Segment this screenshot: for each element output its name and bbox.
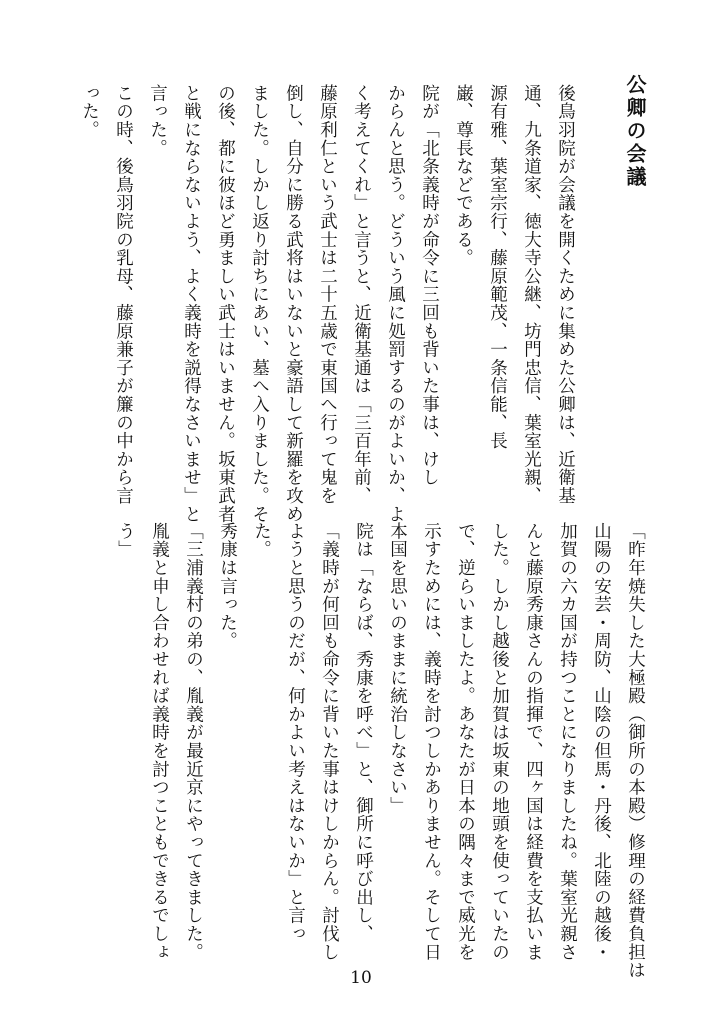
text-column: した。しかし越後と加賀は坂東の地頭を使っていたの (489, 522, 510, 962)
text-column: った。 (79, 84, 100, 139)
text-column: う」 (115, 522, 136, 559)
text-column: と戦にならないよう、よく義時を説得なさいませ」と (181, 84, 202, 524)
text-column: 藤原利仁という武士は二十五歳で東国へ行って鬼を (317, 84, 338, 505)
text-column: 後鳥羽院が会議を開くために集めた公卿は、近衛基 (555, 84, 576, 505)
text-column: からんと思う。どういう風に処罰するのがよいか、よ (385, 84, 406, 524)
text-column: 倒し、自分に勝る武将はいないと豪語して新羅を攻め (283, 84, 304, 524)
text-column: 「義時が何回も命令に背いた事はけしからん。討伐し (319, 522, 340, 962)
text-column: 示すためには、義時を討つしかありません。そして日 (421, 522, 442, 962)
text-column: 院が「北条義時が命令に三回も背いた事は、けし (419, 84, 440, 487)
text-column: 巌、尊長などである。 (453, 84, 474, 267)
text-column: く考えてくれ」と言うと、近衛基通は「三百年前、 (351, 84, 372, 505)
text-column: 秀康は言った。 (217, 522, 238, 651)
text-column: 「昨年焼失した大極殿（御所の本殿）修理の経費負担は (625, 522, 646, 980)
text-column: ようと思うのだが、何かよい考えはないか」と言っ (285, 522, 306, 943)
text-column: ました。しかし返り討ちにあい、墓へ入りました。そ (249, 84, 270, 524)
text-column: 通、九条道家、徳大寺公継、坊門忠信、葉室光親、 (521, 84, 542, 505)
text-column: 言った。 (147, 84, 168, 158)
text-column: 源有雅、葉室宗行、藤原範茂、一条信能、長 (487, 84, 508, 450)
text-column: 胤義と申し合わせれば義時を討つこともできるでしょ (149, 522, 170, 962)
text-column: この時、後鳥羽院の乳母、藤原兼子が簾の中から言 (113, 84, 134, 505)
text-column: んと藤原秀康さんの指揮で、四ヶ国は経費を支払いま (523, 522, 544, 962)
text-column: 加賀の六カ国が持つことになりましたね。葉室光親さ (557, 522, 578, 962)
text-column: 山陽の安芸・周防、山陰の但馬・丹後、北陸の越後・ (591, 522, 612, 962)
section-title: 公卿の会議 (623, 74, 647, 189)
text-column: の後、都に彼ほど勇ましい武士はいません。坂東武者 (215, 84, 236, 524)
text-column: 院は「ならば、秀康を呼べ」と、御所に呼び出し、 (353, 522, 374, 943)
text-column: 「三浦義村の弟の、胤義が最近京にやってきました。 (183, 522, 204, 962)
page-number: 10 (350, 968, 372, 988)
text-column: た。 (251, 522, 272, 559)
text-column: 本国を思いのままに統治しなさい」 (387, 522, 408, 815)
text-column: で、逆らいましたよ。あなたが日本の隅々まで威光を (455, 522, 476, 962)
